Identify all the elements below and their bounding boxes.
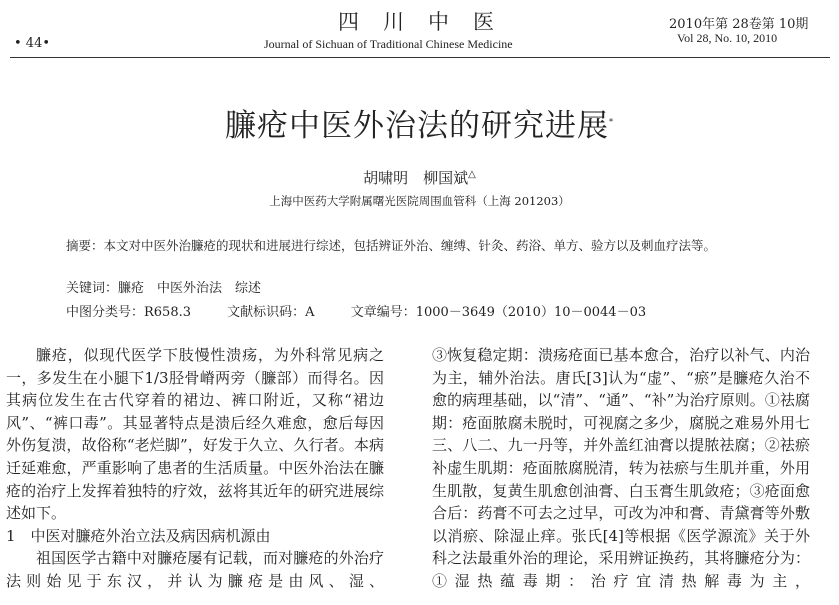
keywords: 关键词：臁疮 中医外治法 综述 xyxy=(66,281,262,296)
body-column-left xyxy=(6,344,384,593)
intro-paragraph: 臁疮，似现代医学下肢慢性溃疡，为外科常见病之一，多发生在小腿下1/3胫骨嵴两旁（臁部）而得名。因其病位发生在古代穿着的裙边、裤口附近，又称“裙边风”、“裤口毒”。其显著特点是溃后经久难愈，愈后每因外伤复溃，故俗称“老烂脚”，好发于久立、久行者。本病迁延难愈，严重影响了患者的生活质量。中医外治法在臁疮的治疗上发挥着独特的疗效，兹将其近年的研究进展综述如下。 xyxy=(6,346,384,523)
author-footnote-mark: △ xyxy=(468,169,476,180)
header-divider xyxy=(10,57,830,58)
page-number: • 44• xyxy=(14,36,51,51)
title-footnote-mark: * xyxy=(609,117,614,127)
body-column-right xyxy=(432,344,810,593)
issue-info-cn: 2010年第 28卷第 10期 xyxy=(669,17,809,32)
author-names: 胡啸明 柳国斌 xyxy=(363,169,469,187)
document-code: 文献标识码：A xyxy=(227,305,315,320)
classification-line xyxy=(66,301,676,320)
article-number: 文章编号：1000－3649（2010）10－0044－03 xyxy=(350,305,647,320)
article-title-text: 臁疮中医外治法的研究进展 xyxy=(225,108,609,144)
abstract: 摘要：本文对中医外治臁疮的现状和进展进行综述，包括辨证外治、缠缚、针灸、药浴、单方、验方以及刺血疗法等。 xyxy=(66,238,717,253)
clc-number: 中图分类号：R658.3 xyxy=(66,305,192,320)
right-column-paragraph: ③恢复稳定期：溃疡疮面已基本愈合，治疗以补气、内治为主，辅外治法。唐氏[3]认为“虚”、“瘀”是臁疮久治不愈的病理基础，以“清”、“通”、“补”为治疗原则。①祛腐期：疮面脓腐未脱时，可视腐之多少，腐脱之难易外用七三、八二、九一丹等，并外盖红油膏以提脓祛腐；②祛瘀补虚生肌期：疮面脓腐脱清，转为祛瘀与生肌并重，外用生肌散，复黄生肌愈创油膏、白玉膏生肌敛疮；③疮面愈合后：药膏不可去之过早，可改为冲和膏、青黛膏等外敷以消瘀、除湿止痒。张氏[4]等根据《医学源流》关于外科之法最重外治的理论，采用辨证换药，其将臁疮分为：①湿热蕴毒期：治疗宜清热解毒为主， xyxy=(432,346,810,590)
section-paragraph: 祖国医学古籍中对臁疮屡有记载，而对臁疮的外治疗法则始见于东汉，并认为臁疮是由风、湿、 xyxy=(6,549,384,590)
article-title xyxy=(0,100,839,145)
issue-info-en: Vol 28, No. 10, 2010 xyxy=(677,31,778,45)
journal-title-en: Journal of Sichuan of Traditional Chinese Medicine xyxy=(264,37,513,51)
affiliation: 上海中医药大学附属曙光医院周围血管科（上海 201203） xyxy=(269,194,570,208)
journal-title-cn: 四川中医 xyxy=(338,10,518,34)
section-heading: 1 中医对臁疮外治立法及病因病机源由 xyxy=(6,526,271,545)
author-line xyxy=(0,167,839,188)
